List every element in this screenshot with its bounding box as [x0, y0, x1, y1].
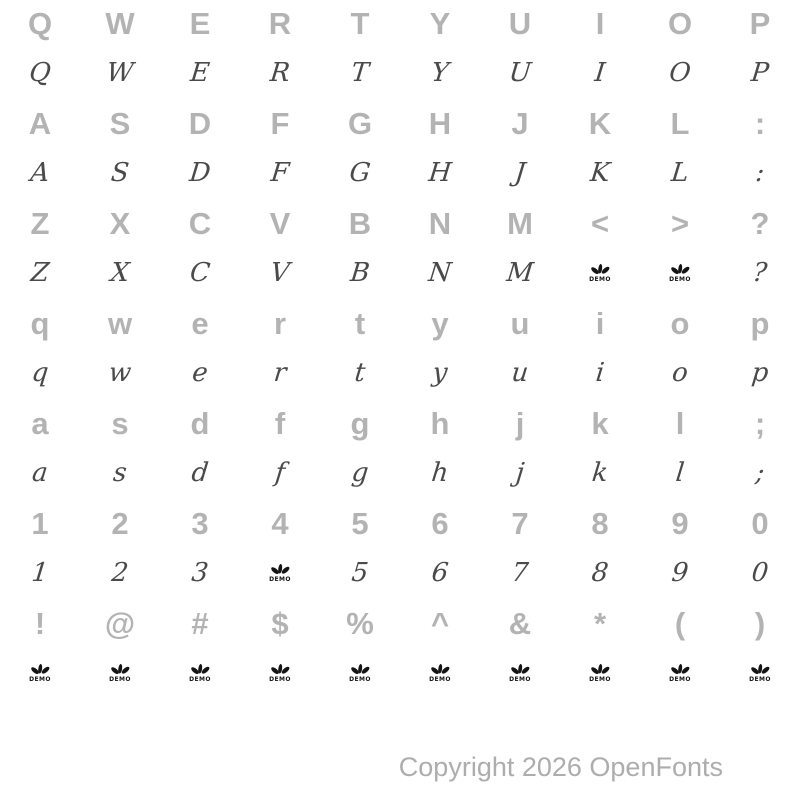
- script-glyph: 7: [510, 558, 530, 588]
- demo-placeholder-glyph: [240, 663, 320, 683]
- script-glyph: ;: [754, 458, 766, 488]
- reference-glyph: H: [428, 105, 452, 141]
- script-glyph: u: [510, 358, 530, 388]
- script-glyph: t: [353, 358, 367, 388]
- reference-glyph: W: [105, 5, 135, 41]
- reference-glyph: r: [273, 305, 287, 341]
- demo-label: DEMO: [589, 276, 611, 283]
- script-glyph: p: [750, 358, 770, 388]
- reference-glyph: 9: [671, 505, 689, 541]
- splash-droplets-icon: [270, 563, 290, 576]
- script-glyph: X: [109, 258, 131, 288]
- reference-glyph: 6: [431, 505, 449, 541]
- splash-droplets-icon: [270, 663, 290, 676]
- script-glyph: j: [514, 458, 526, 488]
- reference-line: [0, 300, 800, 346]
- reference-glyph: k: [591, 405, 609, 441]
- script-glyph: S: [109, 158, 131, 188]
- reference-glyph: I: [595, 5, 605, 41]
- reference-glyph: <: [590, 205, 610, 241]
- script-glyph: y: [431, 358, 449, 388]
- script-glyph: L: [669, 158, 691, 188]
- reference-glyph: ;: [754, 405, 766, 441]
- splash-droplets-icon: [670, 663, 690, 676]
- reference-glyph: J: [511, 105, 529, 141]
- reference-glyph: E: [189, 5, 211, 41]
- splash-droplets-icon: [30, 663, 50, 676]
- reference-glyph: G: [347, 105, 373, 141]
- reference-glyph: %: [346, 605, 374, 641]
- script-line: [0, 446, 800, 500]
- reference-glyph: y: [431, 305, 449, 341]
- demo-label: DEMO: [269, 676, 291, 683]
- demo-label: DEMO: [509, 676, 531, 683]
- splash-droplets-icon: [750, 663, 770, 676]
- reference-glyph: !: [34, 605, 46, 641]
- reference-glyph: V: [269, 205, 291, 241]
- reference-glyph: 2: [111, 505, 129, 541]
- reference-glyph: u: [510, 305, 530, 341]
- reference-glyph: Z: [30, 205, 50, 241]
- reference-glyph: A: [28, 105, 52, 141]
- script-glyph: 8: [590, 558, 610, 588]
- script-glyph: Q: [27, 58, 53, 88]
- script-glyph: r: [272, 358, 288, 388]
- script-glyph: V: [269, 258, 291, 288]
- script-line: [0, 646, 800, 700]
- splash-droplets-icon: [670, 263, 690, 276]
- script-glyph: q: [30, 358, 50, 388]
- glyph-row-uppercase-asdf: [0, 100, 800, 200]
- reference-glyph: 5: [351, 505, 369, 541]
- script-glyph: H: [427, 158, 453, 188]
- reference-glyph: &: [508, 605, 532, 641]
- script-line: [0, 546, 800, 600]
- reference-glyph: ^: [430, 605, 450, 641]
- reference-glyph: R: [268, 5, 292, 41]
- demo-placeholder-glyph: [560, 263, 640, 283]
- script-glyph: l: [674, 458, 686, 488]
- demo-placeholder-glyph: [640, 663, 720, 683]
- reference-glyph: f: [274, 405, 286, 441]
- demo-label: DEMO: [349, 676, 371, 683]
- script-glyph: O: [667, 58, 693, 88]
- reference-glyph: i: [595, 305, 605, 341]
- reference-line: [0, 600, 800, 646]
- glyph-row-uppercase-qwerty: [0, 0, 800, 100]
- reference-glyph: N: [428, 205, 452, 241]
- script-glyph: 9: [670, 558, 690, 588]
- reference-glyph: *: [593, 605, 607, 641]
- reference-line: [0, 400, 800, 446]
- reference-glyph: X: [109, 205, 131, 241]
- demo-placeholder-glyph: [0, 663, 80, 683]
- script-glyph: g: [350, 458, 370, 488]
- glyph-row-lowercase-qwerty: [0, 300, 800, 400]
- reference-glyph: K: [588, 105, 612, 141]
- script-glyph: D: [187, 158, 212, 188]
- demo-placeholder-glyph: [720, 663, 800, 683]
- script-glyph: F: [269, 158, 291, 188]
- splash-droplets-icon: [110, 663, 130, 676]
- script-glyph: 6: [430, 558, 450, 588]
- demo-placeholder-glyph: [320, 663, 400, 683]
- reference-glyph: d: [190, 405, 210, 441]
- demo-label: DEMO: [589, 676, 611, 683]
- script-glyph: k: [590, 458, 610, 488]
- reference-glyph: 0: [751, 505, 769, 541]
- script-glyph: K: [588, 158, 612, 188]
- reference-glyph: 7: [511, 505, 529, 541]
- reference-glyph: O: [667, 5, 693, 41]
- reference-glyph: M: [507, 205, 533, 241]
- reference-glyph: ?: [750, 205, 770, 241]
- reference-glyph: o: [670, 305, 690, 341]
- demo-placeholder-glyph: [240, 563, 320, 583]
- script-glyph: 1: [30, 558, 50, 588]
- reference-line: [0, 100, 800, 146]
- script-glyph: :: [754, 158, 766, 188]
- script-glyph: a: [30, 458, 50, 488]
- glyph-row-symbols: [0, 600, 800, 700]
- reference-glyph: T: [350, 5, 370, 41]
- reference-glyph: B: [348, 205, 372, 241]
- demo-placeholder-glyph: [80, 663, 160, 683]
- reference-glyph: D: [188, 105, 212, 141]
- reference-glyph: #: [191, 605, 209, 641]
- script-glyph: 3: [190, 558, 210, 588]
- script-glyph: N: [427, 258, 453, 288]
- reference-glyph: (: [674, 605, 686, 641]
- glyph-row-lowercase-asdf: [0, 400, 800, 500]
- demo-label: DEMO: [189, 676, 211, 683]
- reference-glyph: Q: [27, 5, 53, 41]
- script-line: [0, 346, 800, 400]
- script-glyph: U: [507, 58, 533, 88]
- script-glyph: P: [749, 58, 771, 88]
- script-line: [0, 46, 800, 100]
- reference-glyph: t: [354, 305, 366, 341]
- demo-label: DEMO: [269, 576, 291, 583]
- demo-placeholder-glyph: [400, 663, 480, 683]
- demo-placeholder-glyph: [160, 663, 240, 683]
- script-glyph: e: [190, 358, 210, 388]
- script-glyph: B: [348, 258, 372, 288]
- reference-line: [0, 0, 800, 46]
- script-glyph: E: [188, 58, 212, 88]
- reference-glyph: C: [188, 205, 212, 241]
- script-glyph: s: [111, 458, 129, 488]
- reference-line: [0, 500, 800, 546]
- script-glyph: T: [349, 58, 371, 88]
- script-glyph: Z: [29, 258, 51, 288]
- reference-glyph: w: [107, 305, 133, 341]
- demo-label: DEMO: [29, 676, 51, 683]
- script-glyph: ?: [751, 258, 769, 288]
- script-glyph: R: [268, 58, 292, 88]
- reference-line: [0, 200, 800, 246]
- reference-glyph: :: [754, 105, 766, 141]
- reference-glyph: @: [104, 605, 136, 641]
- reference-glyph: s: [111, 405, 129, 441]
- script-line: [0, 246, 800, 300]
- demo-label: DEMO: [669, 676, 691, 683]
- reference-glyph: 3: [191, 505, 209, 541]
- script-glyph: o: [670, 358, 690, 388]
- demo-label: DEMO: [429, 676, 451, 683]
- script-glyph: W: [105, 58, 135, 88]
- script-glyph: i: [594, 358, 606, 388]
- reference-glyph: e: [191, 305, 209, 341]
- demo-label: DEMO: [109, 676, 131, 683]
- reference-glyph: j: [515, 405, 525, 441]
- script-glyph: A: [29, 158, 51, 188]
- script-glyph: I: [593, 58, 607, 88]
- splash-droplets-icon: [510, 663, 530, 676]
- script-line: [0, 146, 800, 200]
- script-glyph: 5: [350, 558, 370, 588]
- script-glyph: G: [348, 158, 372, 188]
- splash-droplets-icon: [590, 263, 610, 276]
- glyph-row-uppercase-zxcv: [0, 200, 800, 300]
- reference-glyph: p: [750, 305, 770, 341]
- reference-glyph: Y: [429, 5, 451, 41]
- demo-label: DEMO: [669, 276, 691, 283]
- reference-glyph: F: [270, 105, 290, 141]
- splash-droplets-icon: [190, 663, 210, 676]
- reference-glyph: l: [675, 405, 685, 441]
- splash-droplets-icon: [430, 663, 450, 676]
- reference-glyph: S: [109, 105, 131, 141]
- script-glyph: h: [430, 458, 450, 488]
- demo-placeholder-glyph: [640, 263, 720, 283]
- splash-droplets-icon: [350, 663, 370, 676]
- reference-glyph: $: [271, 605, 289, 641]
- reference-glyph: h: [430, 405, 450, 441]
- script-glyph: C: [188, 258, 212, 288]
- demo-placeholder-glyph: [560, 663, 640, 683]
- reference-glyph: 8: [591, 505, 609, 541]
- script-glyph: M: [505, 258, 535, 288]
- demo-label: DEMO: [749, 676, 771, 683]
- script-glyph: d: [190, 458, 210, 488]
- script-glyph: w: [107, 358, 133, 388]
- script-glyph: J: [513, 158, 527, 188]
- copyright-text: Copyright 2026 OpenFonts: [398, 752, 723, 782]
- reference-glyph: P: [749, 5, 771, 41]
- reference-glyph: L: [670, 105, 690, 141]
- reference-glyph: 1: [31, 505, 49, 541]
- glyph-row-digits: [0, 500, 800, 600]
- reference-glyph: q: [30, 305, 50, 341]
- reference-glyph: 4: [271, 505, 289, 541]
- reference-glyph: ): [754, 605, 766, 641]
- script-glyph: Y: [429, 58, 451, 88]
- reference-glyph: a: [31, 405, 49, 441]
- script-glyph: f: [273, 458, 287, 488]
- demo-placeholder-glyph: [480, 663, 560, 683]
- reference-glyph: >: [670, 205, 690, 241]
- script-glyph: 0: [750, 558, 770, 588]
- reference-glyph: g: [350, 405, 370, 441]
- splash-droplets-icon: [590, 663, 610, 676]
- reference-glyph: U: [508, 5, 532, 41]
- script-glyph: 2: [110, 558, 130, 588]
